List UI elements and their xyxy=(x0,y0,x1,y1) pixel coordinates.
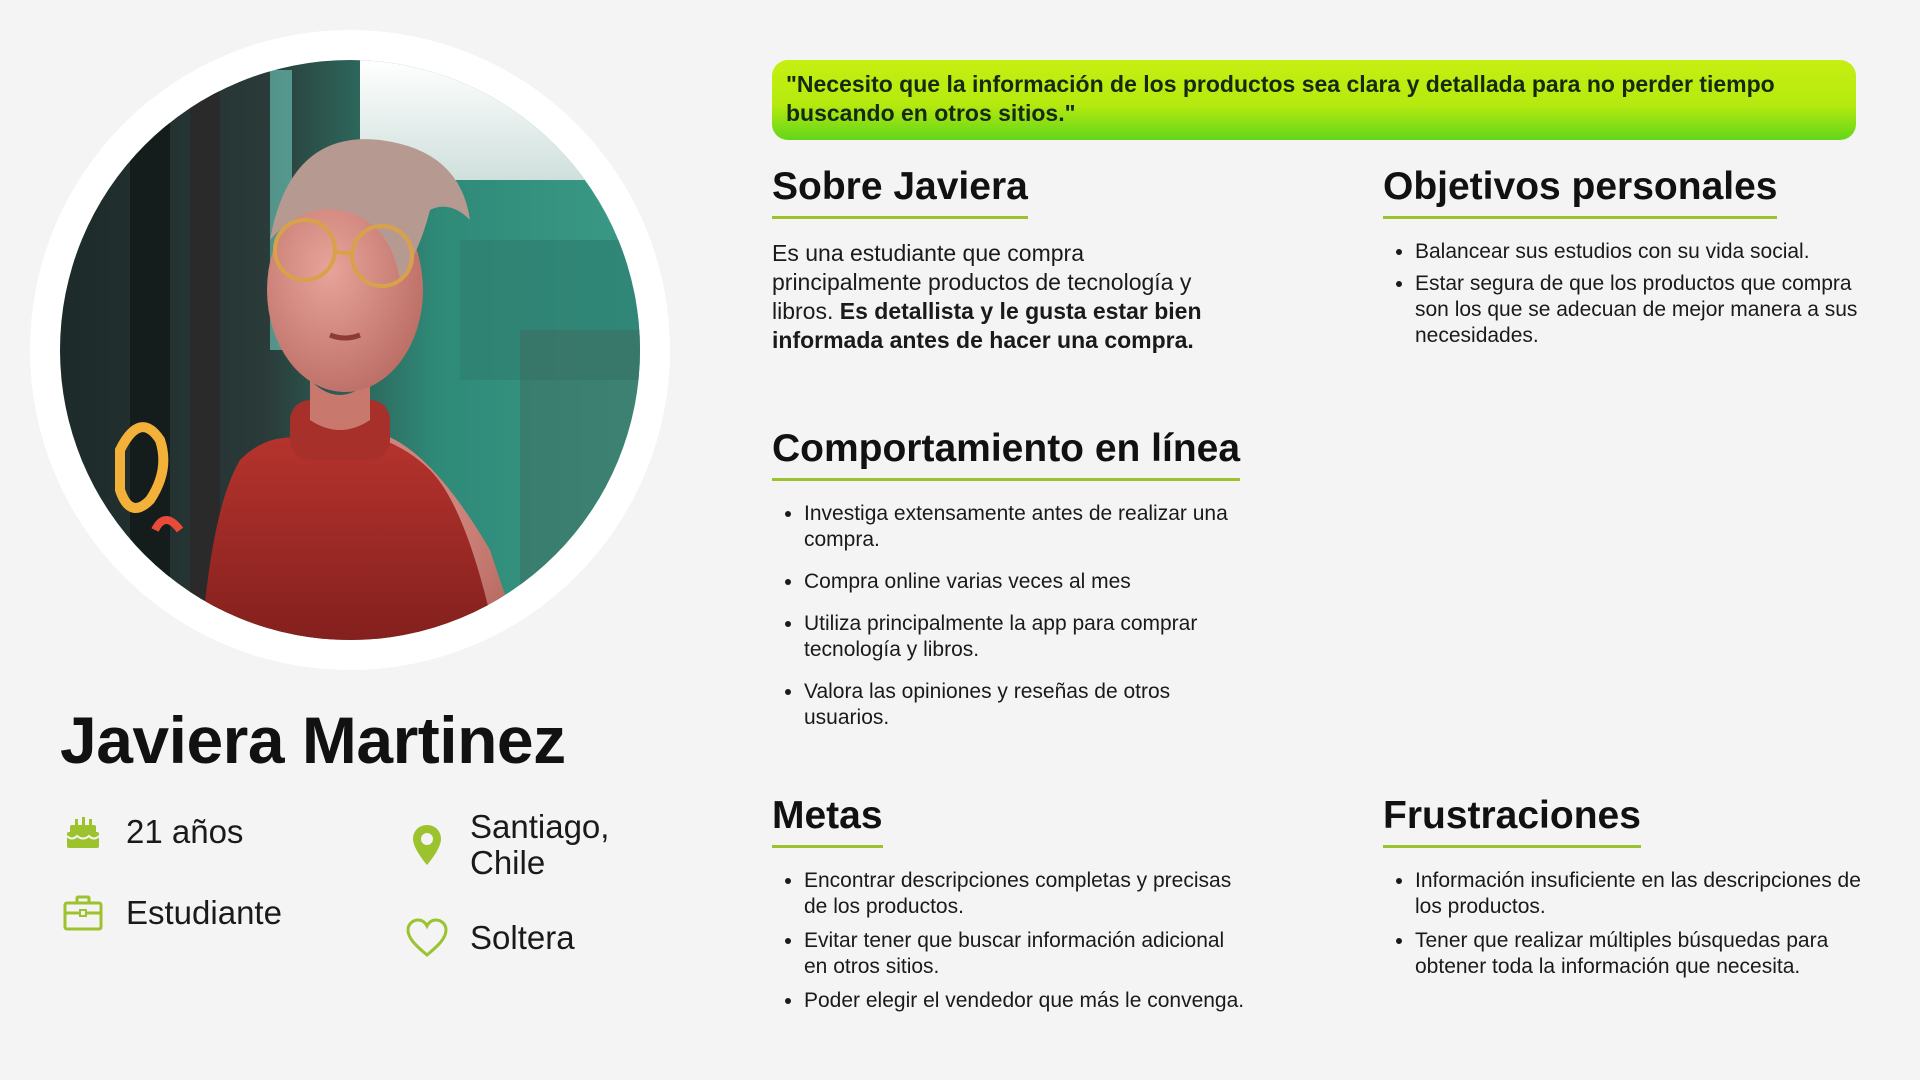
list-item: • Evitar tener que buscar información adicional en otros sitios. xyxy=(804,928,1252,980)
list-item: • Encontrar descripciones completas y precisas de los productos. xyxy=(804,868,1252,920)
fact-status xyxy=(404,915,575,961)
behavior-title: Comportamiento en línea xyxy=(772,424,1240,481)
list-item: • Información insuficiente en las descripciones de los productos. xyxy=(1415,868,1863,920)
frustrations-list xyxy=(1383,868,1863,980)
objectives-list xyxy=(1383,239,1863,349)
section-frustrations xyxy=(1383,791,1863,980)
about-text xyxy=(772,239,1232,355)
about-text-bold: Es detallista y le gusta estar bien informada antes de hacer una compra. xyxy=(772,298,1202,353)
fact-age xyxy=(60,809,243,855)
persona-quote: "Necesito que la información de los productos sea clara y detallada para no perder tiempo buscando en otros sitios." xyxy=(772,60,1856,140)
section-behavior xyxy=(772,424,1252,731)
profile-photo xyxy=(60,60,640,640)
list-item: • Valora las opiniones y reseñas de otros usuarios. xyxy=(804,679,1252,731)
fact-location-value: Santiago, Chile xyxy=(470,808,610,881)
goals-list xyxy=(772,868,1252,1014)
fact-occupation xyxy=(60,890,282,936)
list-item: • Tener que realizar múltiples búsquedas para obtener toda la información que necesita. xyxy=(1415,928,1863,980)
persona-name: Javiera Martinez xyxy=(60,703,566,777)
goals-title: Metas xyxy=(772,791,883,848)
heart-icon xyxy=(404,915,450,961)
section-objectives xyxy=(1383,162,1863,349)
list-item: • Utiliza principalmente la app para comprar tecnología y libros. xyxy=(804,611,1252,663)
fact-occupation-value: Estudiante xyxy=(126,894,282,931)
fact-status-value: Soltera xyxy=(470,919,575,956)
map-pin-icon xyxy=(404,822,450,868)
frustrations-title: Frustraciones xyxy=(1383,791,1641,848)
about-text-plain: Es una estudiante que compra principalmente productos de tecnología y libros. xyxy=(772,240,1192,324)
list-item: • Estar segura de que los productos que compra son los que se adecuan de mejor manera a sus necesidades. xyxy=(1415,271,1863,349)
profile-photo-illustration xyxy=(60,60,640,640)
list-item: • Compra online varias veces al mes xyxy=(804,569,1252,595)
about-title: Sobre Javiera xyxy=(772,162,1028,219)
behavior-list xyxy=(772,501,1252,731)
briefcase-icon xyxy=(60,890,106,936)
objectives-title: Objetivos personales xyxy=(1383,162,1777,219)
section-goals xyxy=(772,791,1252,1014)
fact-location xyxy=(404,809,630,881)
list-item: • Balancear sus estudios con su vida social. xyxy=(1415,239,1863,265)
cake-icon xyxy=(60,809,106,855)
list-item: • Investiga extensamente antes de realizar una compra. xyxy=(804,501,1252,553)
fact-age-value: 21 años xyxy=(126,813,244,850)
list-item: • Poder elegir el vendedor que más le convenga. xyxy=(804,988,1252,1014)
section-about xyxy=(772,162,1232,355)
